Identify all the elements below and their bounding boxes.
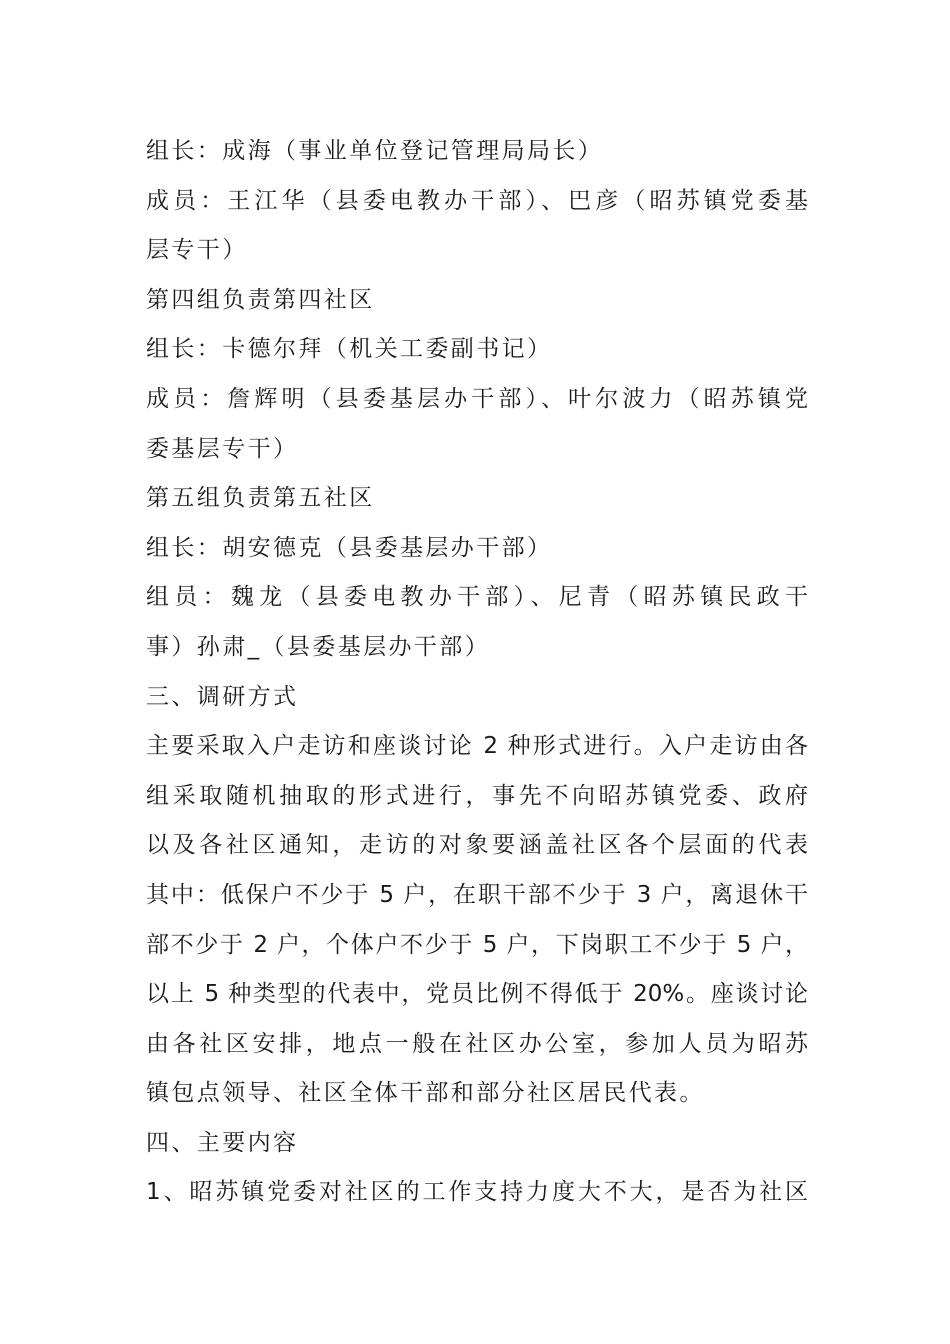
- section3-paragraph-line: 部不少于 2 户，个体户不少于 5 户，下岗职工不少于 5 户，: [146, 931, 808, 958]
- group4-members-line: 成员：詹辉明（县委基层办干部）、叶尔波力（昭苏镇党: [146, 385, 808, 412]
- section3-paragraph-line: 组采取随机抽取的形式进行，事先不向昭苏镇党委、政府: [146, 782, 808, 809]
- section3-paragraph-last-line: 镇包点领导、社区全体干部和部分社区居民代表。: [146, 1080, 705, 1107]
- section3-paragraph-line: 以及各社区通知，走访的对象要涵盖社区各个层面的代表: [146, 832, 808, 859]
- group5-heading: 第五组负责第五社区: [146, 485, 375, 512]
- group3-members-line: 成员：王江华（县委电教办干部）、巴彦（昭苏镇党委基: [146, 187, 808, 214]
- group5-members-line: 组员：魏龙（县委电教办干部）、尼青（昭苏镇民政干: [146, 584, 808, 611]
- section3-heading: 三、调研方式: [146, 683, 299, 710]
- section3-paragraph-line: 其中：低保户不少于 5 户，在职干部不少于 3 户，离退休干: [146, 881, 808, 908]
- group3-members-continuation: 层专干）: [146, 237, 248, 264]
- group4-heading: 第四组负责第四社区: [146, 286, 375, 313]
- section3-paragraph-line: 以上 5 种类型的代表中，党员比例不得低于 20%。座谈讨论: [146, 981, 808, 1008]
- document-body: [146, 127, 808, 1218]
- group3-leader-line: 组长：成海（事业单位登记管理局局长）: [146, 138, 604, 164]
- group4-members-continuation: 委基层专干）: [146, 435, 299, 462]
- group5-leader-line: 组长：胡安德克（县委基层办干部）: [146, 534, 553, 561]
- section4-item-1-line: 1、昭苏镇党委对社区的工作支持力度大不大，是否为社区: [146, 1179, 808, 1206]
- group4-leader-line: 组长：卡德尔拜（机关工委副书记）: [146, 336, 553, 363]
- section4-heading: 四、主要内容: [146, 1129, 299, 1156]
- section3-paragraph-line: 主要采取入户走访和座谈讨论 2 种形式进行。入户走访由各: [146, 733, 808, 760]
- group5-members-continuation: 事）孙肃_（县委基层办干部）: [146, 633, 491, 660]
- section3-paragraph-line: 由各社区安排，地点一般在社区办公室，参加人员为昭苏: [146, 1030, 808, 1057]
